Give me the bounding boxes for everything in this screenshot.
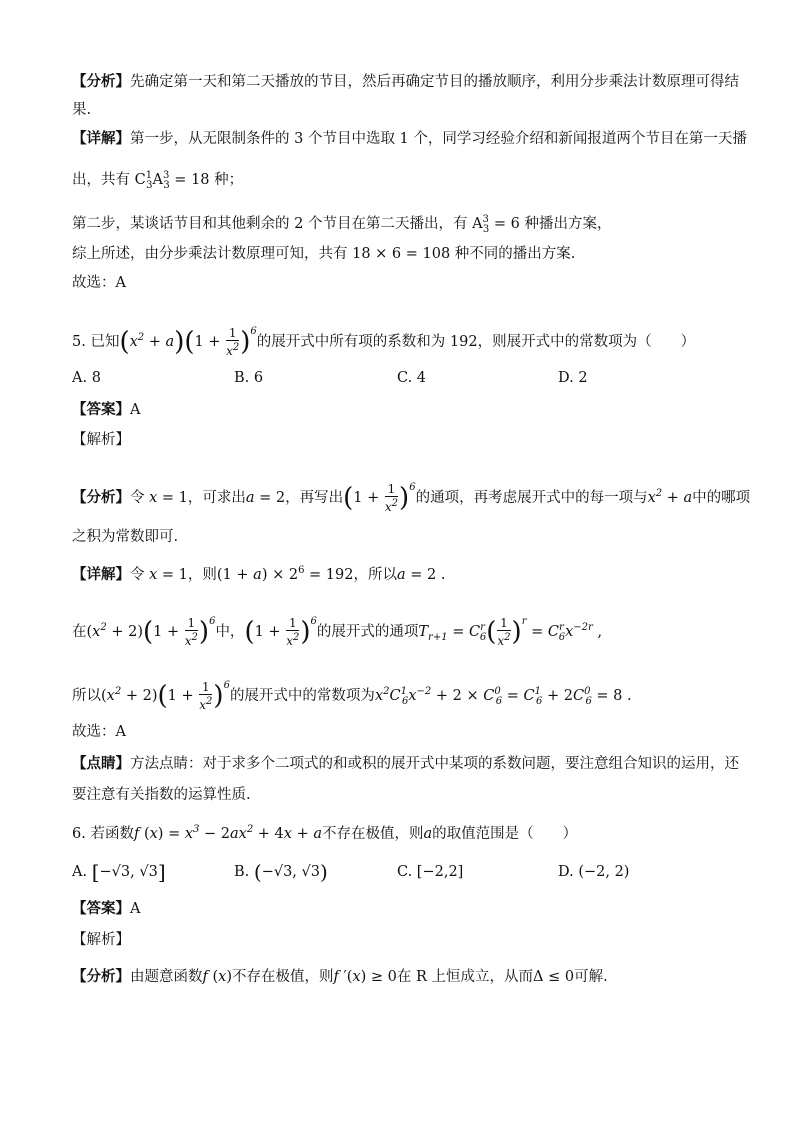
q5-answer-line: 【答案】A bbox=[72, 401, 141, 418]
q6-solution-tag: 【解析】 bbox=[72, 932, 130, 948]
q5-option-a[interactable]: A. 8 bbox=[72, 370, 101, 386]
q5-option-d[interactable]: D. 2 bbox=[558, 370, 588, 386]
q6-option-d[interactable]: D. (−2, 2) bbox=[558, 864, 630, 880]
q6-function: f $(x) = x^3 - 2ax^2 + 4x + a$ bbox=[133, 824, 322, 842]
formula-a33: $A^3_3$ bbox=[472, 214, 490, 235]
analysis-tag: 【分析】 bbox=[72, 73, 130, 90]
step2-line: 第二步，某谈话节目和其他剩余的 2 个节目在第二天播出，有 $A^3_3 = 6$ 种播出方案， bbox=[72, 214, 612, 235]
detail-tag: 【详解】 bbox=[72, 130, 130, 147]
q5-stem: 5. 已知$(x^2 + a)(1$ + $\frac{1}{x^2}$ )$^6$的展开式中所有项的系数和为 192，则展开式中的常数项为（ ） bbox=[72, 326, 696, 358]
analysis-line-2: 果. bbox=[72, 102, 92, 118]
q5-choice: 故选：A bbox=[72, 724, 126, 740]
summary-line: 综上所述，由分步乘法计数原理可知，共有 18 × 6 = 108 种不同的播出方案. bbox=[72, 246, 576, 262]
q6-stem: 6. 若函数f $(x) = x^3 - 2ax^2 + 4x + a$不存在极值，则a的取值范围是（ ） bbox=[72, 824, 578, 842]
q6-answer-line: 【答案】A bbox=[72, 900, 141, 917]
q5-detail-line: 【详解】令 x = 1，则$(1 + a) \times 2^6 = 192$，所以a = 2 . bbox=[72, 565, 446, 583]
q5-analysis-line-2: 之积为常数即可. bbox=[72, 529, 179, 545]
formula-c31a33: $C^1_3A^3_3$ bbox=[134, 170, 170, 191]
q5-option-b[interactable]: B. 6 bbox=[234, 370, 264, 386]
q5-so-line: 所以$(x^2 + 2)(1$ + $\frac{1}{x^2}$ )$^6$的展开式中的常数项为$x^2C^1_6x^{-2} + 2 \times C^0_6 = C^1_6 + 2C^0_6 = 8$ . bbox=[72, 680, 632, 712]
q5-analysis-line-1: 【分析】令 x = 1，可求出a = 2，再写出(1 + $\frac{1}{x^2}$ )$^6$的通项，再考虑展开式中的每一项与$x^2 + a$中的哪项 bbox=[72, 482, 751, 514]
detail-line-1: 【详解】第一步，从无限制条件的 3 个节目中选取 1 个，同学习经验介绍和新闻报道两个节目在第一天播 bbox=[72, 130, 747, 147]
q6-option-a[interactable]: A. [−√3, √3] bbox=[72, 860, 166, 884]
choice-line-1: 故选：A bbox=[72, 275, 126, 291]
q5-expression: $(x^2 + a)(1$ + $\frac{1}{x^2}$ )$^6$ bbox=[119, 326, 257, 358]
q5-tip-line-1: 【点睛】方法点睛：对于求多个二项式的和或积的展开式中某项的系数问题，要注意组合知识的运用，还 bbox=[72, 755, 739, 772]
q6-analysis-line: 【分析】由题意函数f (x)不存在极值，则f ′(x) ≥ 0在 R 上恒成立，从而Δ ≤ 0可解. bbox=[72, 968, 608, 985]
q5-in-line: 在$(x^2 + 2)(1$ + $\frac{1}{x^2}$ )$^6$中，(1 + $\frac{1}{x^2}$ )$^6$的展开式的通项$T_{r+1} = C^r_6$( $\frac{1}{x^2}$ )$^r = C^r_6x^{-2r}$ , bbox=[72, 616, 603, 648]
q6-option-b[interactable]: B. (−√3, √3) bbox=[234, 860, 328, 884]
q5-option-c[interactable]: C. 4 bbox=[397, 370, 427, 386]
analysis-line-1: 【分析】先确定第一天和第二天播放的节目，然后再确定节目的播放顺序，利用分步乘法计数原理可得结 bbox=[72, 73, 739, 90]
q5-solution-tag: 【解析】 bbox=[72, 432, 130, 448]
q5-tip-line-2: 要注意有关指数的运算性质. bbox=[72, 787, 251, 803]
detail-line-2: 出，共有 $C^1_3A^3_3 = 18$ 种； bbox=[72, 170, 244, 191]
q6-option-c[interactable]: C. [−2,2] bbox=[397, 864, 464, 880]
